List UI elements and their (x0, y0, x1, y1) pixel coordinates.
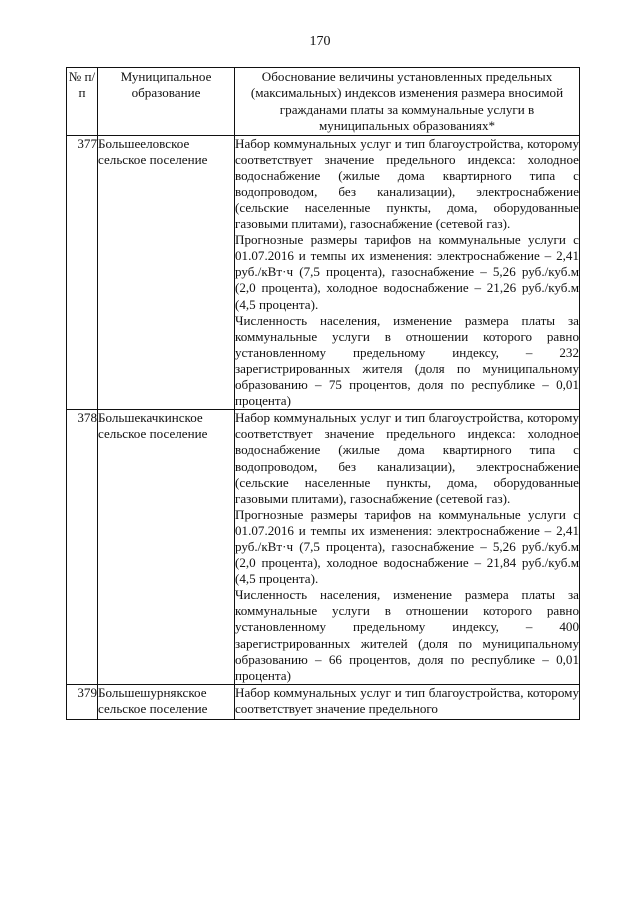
services-paragraph: Набор коммунальных услуг и тип благоустройства, которому соответствует значение предельного индекса: холодное водоснабжение (жилые дома квартирного типа с водопроводом, без канализации), электроснабжение (сельские населенные пункты, дома, оборудованные газовыми плитами), газоснабжение (сетевой газ). (235, 135, 579, 232)
services-paragraph: Набор коммунальных услуг и тип благоустройства, которому соответствует значение предельного индекса: холодное водоснабжение (жилые дома квартирного типа с водопроводом, без канализации), электроснабжение (сельские населенные пункты, дома, оборудованные газовыми плитами), газоснабжение (сетевой газ). (235, 410, 579, 506)
municipality-name: Большееловское сельское поселение (98, 135, 235, 410)
justification-cell (235, 135, 580, 410)
tariffs-paragraph: Прогнозные размеры тарифов на коммунальные услуги с 01.07.2016 и темпы их изменения: электроснабжение – 2,41 руб./кВт·ч (7,5 процента), газоснабжение – 5,26 руб./куб.м (2,0 процента), холодное водоснабжение – 21,26 руб./куб.м (4,5 процента). (235, 232, 579, 312)
header-justification: Обоснование величины установленных предельных (максимальных) индексов изменения размера вносимой гражданами платы за коммунальные услуги в муниципальных образованиях* (235, 68, 580, 136)
header-municipality: Муниципальное образование (98, 68, 235, 136)
table-header-row (67, 68, 580, 136)
justification-cell (235, 410, 580, 685)
header-number: № п/п (67, 68, 98, 136)
row-number: 378 (67, 410, 98, 685)
row-number: 379 (67, 684, 98, 719)
population-paragraph: Численность населения, изменение размера платы за коммунальные услуги в отношении которого равно установленному предельному индексу, – 400 зарегистрированных жителей (доля по муниципальному образованию – 66 процентов, доля по республике – 0,01 процента) (235, 587, 579, 683)
table-row (67, 684, 580, 719)
population-paragraph: Численность населения, изменение размера платы за коммунальные услуги в отношении которого равно установленному предельному индексу, – 232 зарегистрированных жителя (доля по муниципальному образованию – 75 процентов, доля по республике – 0,01 процента) (235, 312, 579, 409)
justification-cell (235, 684, 580, 719)
row-number: 377 (67, 135, 98, 410)
services-paragraph: Набор коммунальных услуг и тип благоустройства, которому соответствует значение предельного (235, 684, 579, 716)
municipality-name: Большекачкинское сельское поселение (98, 410, 235, 685)
tariff-justification-table (66, 67, 580, 720)
page-number: 170 (309, 34, 331, 49)
tariffs-paragraph: Прогнозные размеры тарифов на коммунальные услуги с 01.07.2016 и темпы их изменения: электроснабжение – 2,41 руб./кВт·ч (7,5 процента), газоснабжение – 5,26 руб./куб.м (2,0 процента), холодное водоснабжение – 21,84 руб./куб.м (4,5 процента). (235, 506, 579, 587)
municipality-name: Большешурнякское сельское поселение (98, 684, 235, 719)
table-row (67, 135, 580, 410)
table-row (67, 410, 580, 685)
